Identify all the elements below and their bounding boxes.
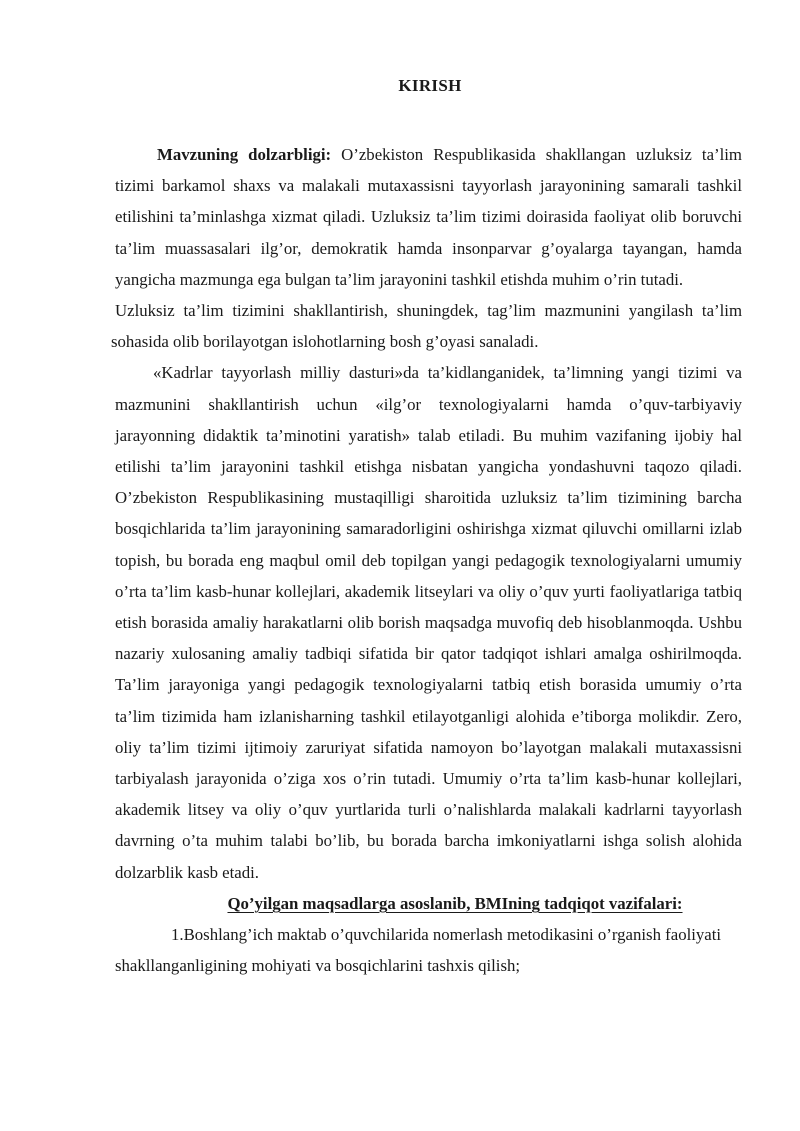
paragraph-2: Uzluksiz ta’lim tizimini shakllantirish, shuningdek, tag’lim mazmunini yangilash ta’lim sohasida olib borilayotgan islohotlarning bosh g’oyasi sanaladi. xyxy=(111,301,742,352)
document-body xyxy=(111,139,742,981)
intro-text: O’zbekiston Respublikasida shakllangan uzluksiz ta’lim tizimi barkamol shaxs va malakali mutaxassisni tayyorlash jarayonining samarali tashkil etilishini ta’minlashga xizmat qiladi. Uzluksiz ta’lim tizimi doirasida faoliyat olib boruvchi ta’lim muassasalari ilg’or, demokratik hamda insonparvar g’oyalarga tayangan, hamda yangicha mazmunga ega bulgan ta’lim jarayonini tashkil etishda muhim o’rin tutadi. xyxy=(115,145,742,289)
intro-paragraph xyxy=(115,139,742,295)
paragraph-3: «Kadrlar tayyorlash milliy dasturi»da ta’kidlanganidek, ta’limning yangi tizimi va mazmunini shakllantirish uchun «ilg’or texnologiyalarni hamda o’quv-tarbiyaviy jarayonning didaktik ta’minotini yaratish» talab etiladi. Bu muhim vazifaning ijobiy hal etilishi ta’lim jarayonini tashkil etishga nisbatan yangicha yondashuvni taqozo qiladi. O’zbekiston Respublikasining mustaqilligi sharoitida uzluksiz ta’lim tizimining barcha bosqichlarida ta’lim jarayonining samaradorligini oshirishga xizmat qiluvchi omillarni izlab topish, bu borada eng maqbul omil deb topilgan yangi pedagogik texnologiyalarni umumiy o’rta ta’lim kasb-hunar kollejlari, akademik litseylari va oliy o’quv yurti faoliyatlariga tatbiq etish borasida amaliy harakatlarni olib borish maqsadga muvofiq deb hisoblanmoqda. Ushbu nazariy xulosaning amaliy tadbiqi sifatida bir qator tadqiqot ishlari amalga oshirilmoqda. Ta’lim jarayoniga yangi pedagogik texnologiyalarni tatbiq etish borasida umumiy o’rta ta’lim tizimida ham izlanisharning tashkil etilayotganligi alohida e’tiborga molikdir. Zero, oliy ta’lim tizimi ijtimoiy zaruriyat sifatida namoyon bo’layotgan malakali mutaxassisni tarbiyalash jarayonida o’ziga xos o’rin tutadi. Umumiy o’rta ta’lim kasb-hunar kollejlari, akademik litsey va oliy o’quv yurtlarida turli o’nalishlarda malakali kadrlarni tayyorlash davrning o’ta muhim talabi bo’lib, bu borada barcha imkoniyatlarni ishga solish alohida dolzarblik kasb etadi. xyxy=(115,363,742,882)
task-1: 1.Boshlang’ich maktab o’quvchilarida nomerlash metodikasini o’rganish faoliyati shakllanganligining mohiyati va bosqichlarini tashxis qilish; xyxy=(115,925,722,976)
tasks-heading-text: Qo’yilgan maqsadlarga asoslanib, BMIning tadqiqot vazifalari: xyxy=(227,893,683,913)
tasks-heading xyxy=(115,888,742,919)
page-title: KIRISH xyxy=(398,76,462,95)
intro-label: Mavzuning dolzarbligi: xyxy=(157,145,332,164)
